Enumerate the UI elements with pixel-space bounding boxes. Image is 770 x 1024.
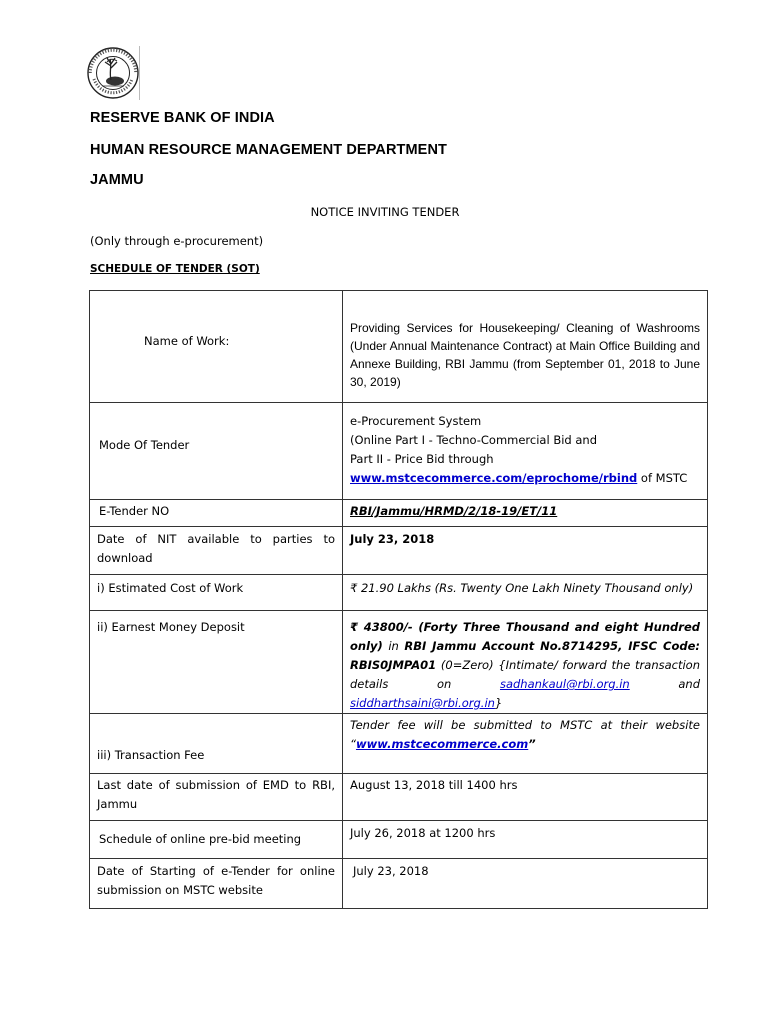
estimated-cost-text: ₹ 21.90 Lakhs (Rs. Twenty One Lakh Ninety Thousand only) xyxy=(350,581,694,595)
logo-divider xyxy=(139,46,140,100)
email-sadhankaul[interactable]: sadhankaul@rbi.org.in xyxy=(499,677,630,691)
table-row xyxy=(90,821,708,859)
transaction-fee-value xyxy=(343,714,708,774)
nit-date-label: Date of NIT available to parties to download xyxy=(90,527,343,575)
name-of-work-label: Name of Work: xyxy=(90,291,343,403)
table-row xyxy=(90,575,708,611)
mode-line-2: (Online Part I - Techno-Commercial Bid and xyxy=(350,433,598,447)
table-row xyxy=(90,500,708,527)
table-row xyxy=(90,714,708,774)
etender-no-label: E-Tender NO xyxy=(90,500,343,527)
mstc-website-link[interactable]: www.mstcecommerce.com xyxy=(355,737,529,751)
mode-of-tender-value xyxy=(343,403,708,500)
nit-date-value xyxy=(343,527,708,575)
schedule-title: SCHEDULE OF TENDER (SOT) xyxy=(90,263,260,275)
table-row xyxy=(90,527,708,575)
mode-of-tender-label: Mode Of Tender xyxy=(90,403,343,500)
org-name: RESERVE BANK OF INDIA xyxy=(90,110,275,126)
table-row xyxy=(90,859,708,909)
table-row xyxy=(90,611,708,714)
emd-and: and xyxy=(629,677,700,691)
emd-value xyxy=(343,611,708,714)
fee-quote-open: “ xyxy=(350,737,356,751)
etender-start-label: Date of Starting of e-Tender for online submission on MSTC website xyxy=(90,859,343,909)
emd-label: ii) Earnest Money Deposit xyxy=(90,611,343,714)
emd-in: in xyxy=(382,639,399,653)
estimated-cost-value xyxy=(343,575,708,611)
mstc-eproc-link[interactable]: www.mstcecommerce.com/eprochome/rbind xyxy=(350,471,638,485)
schedule-table xyxy=(89,290,708,909)
rbi-seal-logo xyxy=(86,46,140,100)
city-name: JAMMU xyxy=(90,172,144,188)
emd-last-date-label: Last date of submission of EMD to RBI, Jammu xyxy=(90,774,343,821)
department-name: HUMAN RESOURCE MANAGEMENT DEPARTMENT xyxy=(90,142,447,158)
mode-line-3: Part II - Price Bid through xyxy=(350,452,494,466)
name-of-work-value xyxy=(343,291,708,403)
table-row xyxy=(90,403,708,500)
emd-note: (0=Zero) {Intimate/ forward the transaction details on xyxy=(350,658,700,691)
emd-account: RBI Jammu Account No.8714295, IFSC Code: RBIS0JMPA01 xyxy=(350,639,700,672)
table-row xyxy=(90,291,708,403)
table-row xyxy=(90,774,708,821)
fee-quote-close: ” xyxy=(528,737,536,751)
name-of-work-text: Providing Services for Housekeeping/ Cleaning of Washrooms (Under Annual Maintenance Contract) at Main Office Building and Annexe Building, RBI Jammu (from September 01, 2018 to June 30, 2019) xyxy=(350,321,700,389)
emd-amount: ₹ 43800/- xyxy=(350,620,413,634)
fee-text: Tender fee will be submitted to MSTC at their website xyxy=(350,718,700,732)
etender-start-value: July 23, 2018 xyxy=(343,859,708,909)
mode-line-1: e-Procurement System xyxy=(350,414,482,428)
prebid-label: Schedule of online pre-bid meeting xyxy=(90,821,343,859)
transaction-fee-label: iii) Transaction Fee xyxy=(90,714,343,774)
procurement-note: (Only through e-procurement) xyxy=(90,234,264,248)
etender-no-value xyxy=(343,500,708,527)
emd-close: } xyxy=(494,696,503,710)
email-siddharthsaini[interactable]: siddharthsaini@rbi.org.in xyxy=(350,696,495,710)
notice-title: NOTICE INVITING TENDER xyxy=(310,205,460,219)
mode-suffix: of MSTC xyxy=(637,471,688,485)
emd-last-date-value: August 13, 2018 till 1400 hrs xyxy=(343,774,708,821)
nit-date-text: July 23, 2018 xyxy=(350,532,435,546)
emd-amount-words: (Forty Three Thousand and eight Hundred only) xyxy=(350,620,700,653)
etender-no-text: RBI/Jammu/HRMD/2/18-19/ET/11 xyxy=(350,504,558,518)
prebid-value: July 26, 2018 at 1200 hrs xyxy=(343,821,708,859)
estimated-cost-label: i) Estimated Cost of Work xyxy=(90,575,343,611)
mode-line-4 xyxy=(350,469,700,488)
